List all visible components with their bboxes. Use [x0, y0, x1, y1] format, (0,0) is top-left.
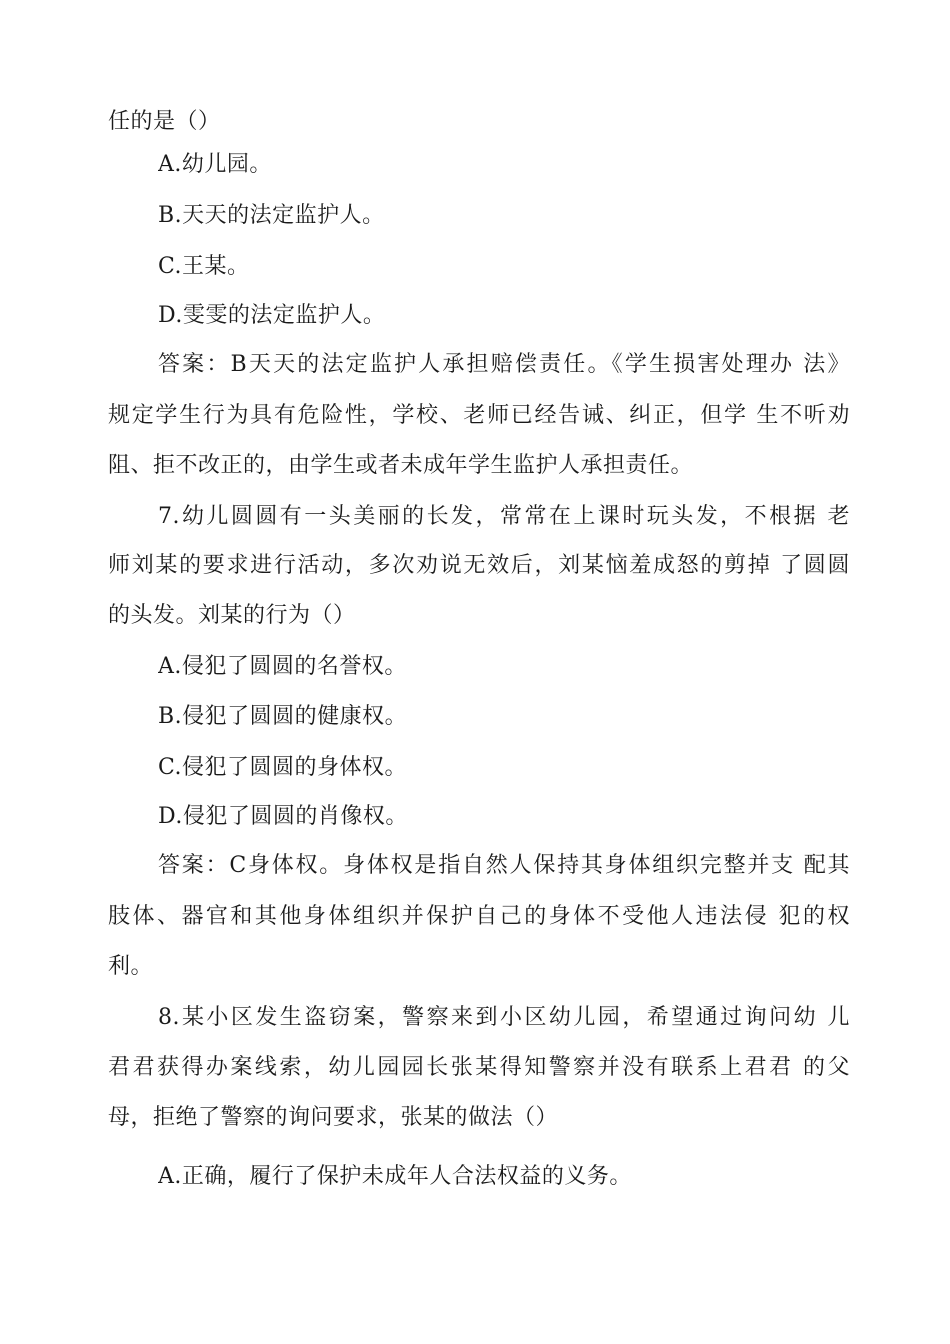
- question-7-answer-line-1: 答案：C身体权。身体权是指自然人保持其身体组织完整并支 配其: [158, 853, 850, 878]
- question-8-stem-line-3: 母，拒绝了警察的询问要求，张某的做法（）: [108, 1105, 559, 1130]
- question-6-option-d: D.雯雯的法定监护人。: [158, 303, 386, 328]
- question-8-stem-line-1: 8.某小区发生盗窃案，警察来到小区幼儿园，希望通过询问幼 儿: [158, 1005, 850, 1030]
- question-7-stem-line-2: 师刘某的要求进行活动，多次劝说无效后，刘某恼羞成怒的剪掉 了圆圆: [108, 553, 850, 578]
- question-6-answer-line-3: 阻、拒不改正的，由学生或者未成年学生监护人承担责任。: [108, 453, 694, 478]
- question-7-stem-line-1: 7.幼儿圆圆有一头美丽的长发，常常在上课时玩头发，不根据 老: [158, 504, 850, 529]
- question-7-option-a: A.侵犯了圆圆的名誉权。: [158, 654, 407, 679]
- question-8-stem-line-2: 君君获得办案线索，幼儿园园长张某得知警察并没有联系上君君 的父: [108, 1055, 850, 1080]
- question-7-stem-line-3: 的头发。刘某的行为（）: [108, 603, 356, 628]
- question-7-option-b: B.侵犯了圆圆的健康权。: [158, 704, 408, 729]
- question-7-option-d: D.侵犯了圆圆的肖像权。: [158, 804, 408, 829]
- question-7-answer-line-3: 利。: [108, 954, 154, 979]
- question-7-answer-line-2: 肢体、器官和其他身体组织并保护自己的身体不受他人违法侵 犯的权: [108, 904, 850, 929]
- question-6-option-b: B.天天的法定监护人。: [158, 203, 385, 228]
- question-7-option-c: C.侵犯了圆圆的身体权。: [158, 755, 408, 780]
- question-6-answer-line-1: 答案：B天天的法定监护人承担赔偿责任。《学生损害处理办 法》: [158, 352, 850, 377]
- question-6-stem-end: 任的是（）: [108, 109, 221, 134]
- question-6-answer-line-2: 规定学生行为具有危险性，学校、老师已经告诫、纠正，但学 生不听劝: [108, 403, 850, 428]
- question-8-option-a: A.正确，履行了保护未成年人合法权益的义务。: [158, 1164, 632, 1189]
- question-6-option-a: A.幼儿园。: [158, 152, 272, 177]
- question-6-option-c: C.王某。: [158, 254, 250, 279]
